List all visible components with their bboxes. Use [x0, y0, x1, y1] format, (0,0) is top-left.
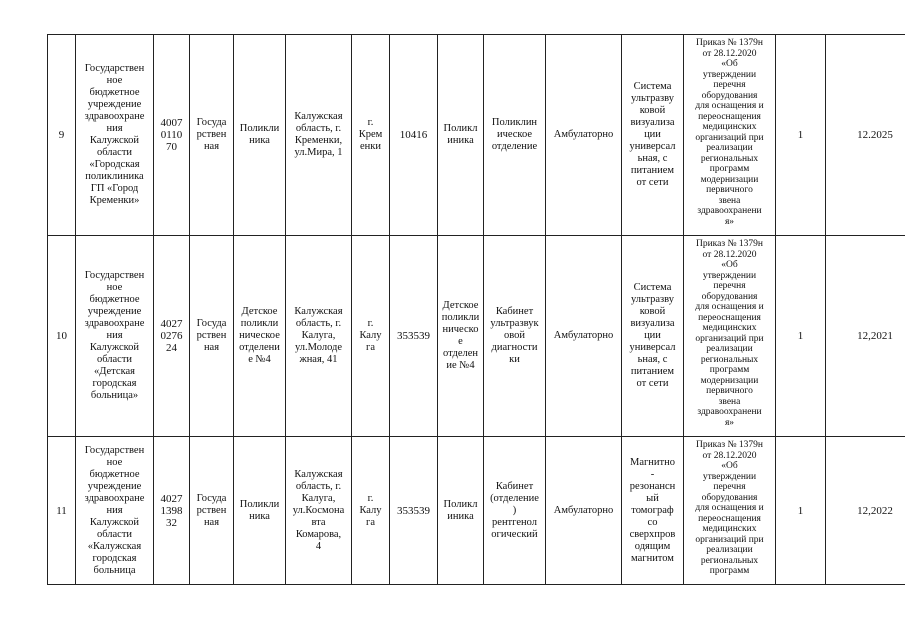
address-cell: Калужская область, г. Калуга, ул.Космона вта Комарова, 4	[286, 437, 352, 585]
row-index: 11	[48, 437, 76, 585]
care-type-cell: Амбулаторно	[546, 236, 622, 437]
table-row	[48, 236, 905, 437]
ownership-cell: Госуда рствен ная	[190, 437, 234, 585]
ownership-cell: Госуда рствен ная	[190, 35, 234, 236]
ownership-cell: Госуда рствен ная	[190, 236, 234, 437]
table-row	[48, 35, 905, 236]
care-type-cell: Амбулаторно	[546, 35, 622, 236]
quantity-cell: 1	[776, 236, 826, 437]
code-cell: 353539	[390, 437, 438, 585]
address-cell: Калужская область, г. Кременки, ул.Мира, 1	[286, 35, 352, 236]
department-cell: Кабинет ультразвук овой диагности ки	[484, 236, 546, 437]
city-cell: г. Калу га	[352, 437, 390, 585]
order-cell: Приказ № 1379н от 28.12.2020 «Об утверждении перечня оборудования для оснащения и переоснащения медицинских организаций при реализации региональных программ	[684, 437, 776, 585]
date-cell: 12,2022	[826, 437, 905, 585]
code-cell: 353539	[390, 236, 438, 437]
equipment-cell: Система ультразву ковой визуализа ции универсал ьная, с питанием от сети	[622, 35, 684, 236]
unit-cell: Поликл иника	[438, 35, 484, 236]
institution-name: Государствен ное бюджетное учреждение здравоохране ния Калужской области «Детская городская больница»	[76, 236, 154, 437]
code-cell: 10416	[390, 35, 438, 236]
equipment-cell: Система ультразву ковой визуализа ции универсал ьная, с питанием от сети	[622, 236, 684, 437]
department-cell: Кабинет (отделение ) рентгенол огический	[484, 437, 546, 585]
inn-cell: 4007 0110 70	[154, 35, 190, 236]
date-cell: 12.2025	[826, 35, 905, 236]
equipment-cell: Магнитно - резонансн ый томограф со сверхпров одящим магнитом	[622, 437, 684, 585]
quantity-cell: 1	[776, 437, 826, 585]
order-cell: Приказ № 1379н от 28.12.2020 «Об утверждении перечня оборудования для оснащения и переоснащения медицинских организаций при реализации региональных программ модернизации первичного звена здравоохранени я»	[684, 35, 776, 236]
address-cell: Калужская область, г. Калуга, ул.Молоде жная, 41	[286, 236, 352, 437]
division-type-cell: Поликли ника	[234, 35, 286, 236]
care-type-cell: Амбулаторно	[546, 437, 622, 585]
unit-cell: Поликл иника	[438, 437, 484, 585]
date-cell: 12,2021	[826, 236, 905, 437]
row-index: 9	[48, 35, 76, 236]
division-type-cell: Детское поликли ническое отделени е №4	[234, 236, 286, 437]
institution-name: Государствен ное бюджетное учреждение здравоохране ния Калужской области «Городская поликлиника ГП «Город Кременки»	[76, 35, 154, 236]
unit-cell: Детское поликли ническо е отделен ие №4	[438, 236, 484, 437]
division-type-cell: Поликли ника	[234, 437, 286, 585]
inn-cell: 4027 0276 24	[154, 236, 190, 437]
table-row	[48, 437, 905, 585]
quantity-cell: 1	[776, 35, 826, 236]
row-index: 10	[48, 236, 76, 437]
order-cell: Приказ № 1379н от 28.12.2020 «Об утверждении перечня оборудования для оснащения и переоснащения медицинских организаций при реализации региональных программ модернизации первичного звена здравоохранени я»	[684, 236, 776, 437]
city-cell: г. Калу га	[352, 236, 390, 437]
equipment-table	[47, 34, 905, 585]
department-cell: Поликлин ическое отделение	[484, 35, 546, 236]
city-cell: г. Крем енки	[352, 35, 390, 236]
inn-cell: 4027 1398 32	[154, 437, 190, 585]
institution-name: Государствен ное бюджетное учреждение здравоохране ния Калужской области «Калужская городская больница	[76, 437, 154, 585]
